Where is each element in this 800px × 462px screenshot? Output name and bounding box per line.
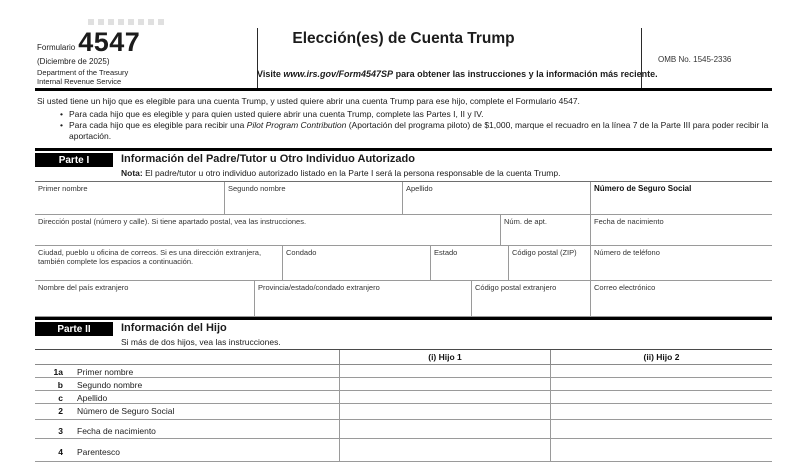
field-address[interactable]: Dirección postal (número y calle). Si tiene apartado postal, vea las instrucciones.	[38, 217, 307, 226]
part2-section	[35, 317, 772, 462]
form-header	[35, 28, 772, 91]
line-number: b	[57, 380, 63, 390]
row-label	[35, 378, 339, 390]
child2-input-cell[interactable]	[550, 404, 772, 419]
table-row	[35, 215, 772, 246]
form-number: 4547	[78, 27, 141, 58]
line-label: Apellido	[77, 393, 108, 403]
bullet-icon: •	[60, 109, 63, 119]
part2-badge: Parte II	[35, 322, 113, 336]
line-number: 1a	[53, 367, 63, 377]
bullet-item-2	[60, 120, 772, 142]
field-city[interactable]: Ciudad, pueblo u oficina de correos. Si es una dirección extranjera, también complete los espacios a continuación.	[38, 248, 262, 266]
field-zip-code[interactable]: Código postal (ZIP)	[508, 246, 590, 280]
part1-note-label: Nota:	[121, 168, 146, 178]
table-row-4-clipped	[35, 439, 772, 462]
field-foreign-province[interactable]: Provincia/estado/condado extranjero	[254, 281, 471, 316]
column-header-child2: (ii) Hijo 2	[550, 350, 772, 364]
line-number: 3	[58, 426, 63, 436]
part1-header	[35, 151, 772, 168]
bullet-item-1	[60, 109, 772, 120]
line-label: Segundo nombre	[77, 380, 143, 390]
part1-badge: Parte I	[35, 153, 113, 167]
row-label	[35, 391, 339, 403]
line-number: c	[58, 393, 63, 403]
child2-input-cell[interactable]	[550, 391, 772, 403]
visit-suffix: para obtener las instrucciones y la información más reciente.	[393, 69, 658, 79]
bullet-2-pre: Para cada hijo que es elegible para recibir una	[69, 120, 247, 130]
row-label	[35, 365, 339, 377]
line-number: 4	[58, 447, 63, 457]
child2-input-cell[interactable]	[550, 365, 772, 377]
table-row-1b	[35, 378, 772, 391]
bullet-icon: •	[60, 120, 63, 130]
table-row	[35, 281, 772, 317]
form-word-label: Formulario	[37, 43, 76, 52]
omb-number: OMB No. 1545-2336	[658, 55, 732, 64]
field-email[interactable]: Correo electrónico	[590, 281, 772, 316]
part2-subtitle: Si más de dos hijos, vea las instrucciones.	[121, 337, 281, 347]
part2-header	[35, 320, 772, 337]
part2-column-headers	[35, 350, 772, 365]
intro-lead: Si usted tiene un hijo que es elegible para una cuenta Trump, y usted quiere abrir una cuenta Trump para ese hijo, complete el Formulario 4547.	[37, 96, 580, 106]
line-number: 2	[58, 406, 63, 416]
part1-note-text: El padre/tutor u otro individuo autorizado listado en la Parte I será la persona responsable de la cuenta Trump.	[145, 168, 561, 178]
field-foreign-country[interactable]: Nombre del país extranjero	[38, 283, 129, 292]
line-label: Fecha de nacimiento	[77, 426, 156, 436]
line-label: Número de Seguro Social	[77, 406, 175, 416]
field-apt-number[interactable]: Núm. de apt.	[500, 215, 590, 245]
bullet-2-post: (Aportación del programa piloto) de $1,000, marque el recuadro en la línea 7 de la Parte III para poder recibir la aportación.	[69, 120, 769, 141]
part2-title: Información del Hijo	[121, 322, 227, 334]
column-header-child1: (i) Hijo 1	[339, 350, 550, 364]
form-revision-date: (Diciembre de 2025)	[37, 57, 110, 66]
table-row-1a	[35, 365, 772, 378]
agency-line-1: Department of the Treasury	[37, 68, 129, 77]
field-foreign-postal-code[interactable]: Código postal extranjero	[471, 281, 590, 316]
line-label: Primer nombre	[77, 367, 134, 377]
child1-input-cell[interactable]	[339, 365, 550, 377]
child1-input-cell[interactable]	[339, 378, 550, 390]
field-state[interactable]: Estado	[430, 246, 508, 280]
part2-child-table	[35, 349, 772, 462]
intro-bullets	[35, 109, 772, 142]
child1-input-cell[interactable]	[339, 439, 550, 461]
column-header-spacer	[35, 350, 339, 364]
top-margin	[35, 0, 772, 28]
row-label	[35, 439, 339, 461]
field-last-name[interactable]: Apellido	[402, 182, 590, 214]
visit-prefix: Visite	[257, 69, 284, 79]
table-row-2	[35, 404, 772, 420]
child2-input-cell[interactable]	[550, 439, 772, 461]
agency-line-2: Internal Revenue Service	[37, 76, 122, 86]
line-label: Parentesco	[77, 447, 120, 457]
table-row	[35, 246, 772, 281]
field-middle-name[interactable]: Segundo nombre	[224, 182, 402, 214]
row-label	[35, 404, 339, 419]
omb-box	[641, 28, 772, 88]
row-label	[35, 420, 339, 438]
part1-section	[35, 148, 772, 317]
child1-input-cell[interactable]	[339, 404, 550, 419]
field-county[interactable]: Condado	[282, 246, 430, 280]
bullet-1-text: Para cada hijo que es elegible y para quien usted quiere abrir una cuenta Trump, complete las Partes I, II y IV.	[69, 109, 484, 119]
part1-title: Información del Padre/Tutor u Otro Individuo Autorizado	[121, 153, 415, 165]
visit-url: www.irs.gov/Form4547SP	[283, 69, 394, 79]
form-title: Elección(es) de Cuenta Trump	[292, 30, 515, 47]
child2-input-cell[interactable]	[550, 378, 772, 390]
field-first-name[interactable]: Primer nombre	[38, 184, 88, 193]
field-phone-number[interactable]: Número de teléfono	[590, 246, 772, 280]
scan-artifact	[88, 19, 166, 25]
table-row-3	[35, 420, 772, 439]
bullet-2-text	[69, 120, 772, 142]
child2-input-cell[interactable]	[550, 420, 772, 438]
part1-field-table	[35, 181, 772, 317]
field-date-of-birth[interactable]: Fecha de nacimiento	[590, 215, 772, 245]
bullet-2-italic: Pilot Program Contribution	[246, 120, 347, 130]
child1-input-cell[interactable]	[339, 391, 550, 403]
field-ssn[interactable]: Número de Seguro Social	[590, 182, 772, 214]
part1-note	[35, 168, 772, 181]
child1-input-cell[interactable]	[339, 420, 550, 438]
intro-section	[35, 91, 772, 148]
form-content	[35, 0, 772, 462]
agency-lines	[35, 69, 257, 86]
table-row-1c	[35, 391, 772, 404]
visit-instructions-line	[257, 69, 658, 79]
table-row	[35, 182, 772, 215]
